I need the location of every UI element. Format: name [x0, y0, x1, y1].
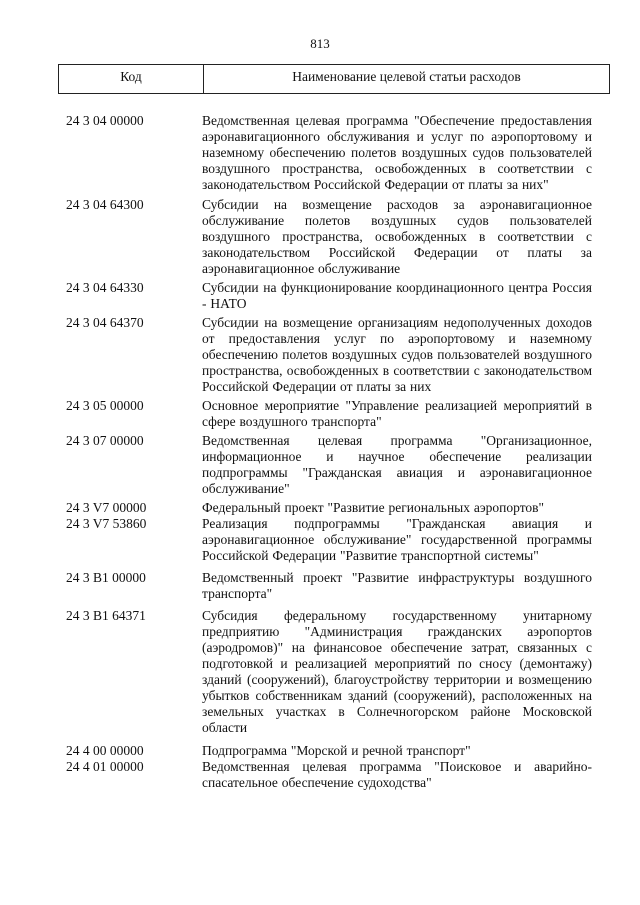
row-description: Ведомственная целевая программа "Организационное, информационное и научное обеспечение реализации подпрограммы "Гражданская авиация и аэронавигационное обслуживание": [202, 433, 592, 496]
table-row: [66, 197, 592, 277]
table-row: [66, 570, 592, 602]
row-code: 24 3 V7 53860: [66, 516, 147, 531]
row-description: Ведомственная целевая программа "Обеспечение предоставления аэронавигационного обслуживания и услуг по аэропортовому и наземному обеспечению полетов воздушных судов пользователей воздушного пространства, освобожденных в соответствии с законодательством Российской Федерации от платы за них": [202, 113, 592, 192]
table-row: [66, 743, 592, 759]
row-description: Субсидии на функционирование координационного центра Россия - НАТО: [202, 280, 592, 311]
row-description: Ведомственная целевая программа "Поисковое и аварийно-спасательное обеспечение судоходства": [202, 759, 592, 790]
row-description: Федеральный проект "Развитие региональных аэропортов": [202, 500, 545, 515]
row-description: Подпрограмма "Морской и речной транспорт": [202, 743, 471, 758]
row-code: 24 4 00 00000: [66, 743, 144, 758]
row-description: Субсидия федеральному государственному унитарному предприятию "Администрация гражданских аэропортов (аэродромов)" на финансовое обеспечение затрат, связанных с подготовкой и реализацией мероприятий по сносу (демонтажу) зданий (сооружений), благоустройству территории и возмещению убытков собственникам зданий (сооружений), расположенных на земельных участках в Солнечногорском районе Московской области: [202, 608, 592, 735]
table-header: [58, 64, 610, 94]
header-name-cell: Наименование целевой статьи расходов: [292, 69, 521, 84]
page-number: 813: [310, 36, 330, 51]
table-row: [66, 516, 592, 564]
row-code: 24 4 01 00000: [66, 759, 144, 774]
table-row: [66, 280, 592, 312]
table-row: [66, 608, 592, 736]
header-code-cell: Код: [59, 65, 204, 93]
row-code: 24 3 04 64330: [66, 280, 144, 295]
row-code: 24 3 05 00000: [66, 398, 144, 413]
table-row: [66, 433, 592, 497]
row-code: 24 3 V7 00000: [66, 500, 147, 515]
row-code: 24 3 04 00000: [66, 113, 144, 128]
row-description: Ведомственный проект "Развитие инфраструктуры воздушного транспорта": [202, 570, 592, 601]
row-code: 24 3 В1 00000: [66, 570, 146, 585]
row-code: 24 3 04 64300: [66, 197, 144, 212]
row-description: Субсидии на возмещение расходов за аэронавигационное обслуживание полетов воздушных судов пользователей воздушного пространства, освобожденных в соответствии с законодательством Российской Федерации от платы за аэронавигационное обслуживание: [202, 197, 592, 276]
row-code: 24 3 04 64370: [66, 315, 144, 330]
row-code: 24 3 В1 64371: [66, 608, 146, 623]
table-row: [66, 759, 592, 791]
row-description: Основное мероприятие "Управление реализацией мероприятий в сфере воздушного транспорта": [202, 398, 592, 429]
row-code: 24 3 07 00000: [66, 433, 144, 448]
row-description: Субсидии на возмещение организациям недополученных доходов от предоставления услуг по аэропортовому и наземному обеспечению полетов воздушных судов пользователей воздушного пространства, освобожденных в соответствии с законодательством Российской Федерации от платы за них: [202, 315, 592, 394]
table-row: [66, 315, 592, 395]
table-row: [66, 398, 592, 430]
row-description: Реализация подпрограммы "Гражданская авиация и аэронавигационное обслуживание" государственной программы Российской Федерации "Развитие транспортной системы": [202, 516, 592, 563]
table-row: [66, 500, 592, 516]
table-body: [66, 113, 592, 791]
table-row: [66, 113, 592, 193]
